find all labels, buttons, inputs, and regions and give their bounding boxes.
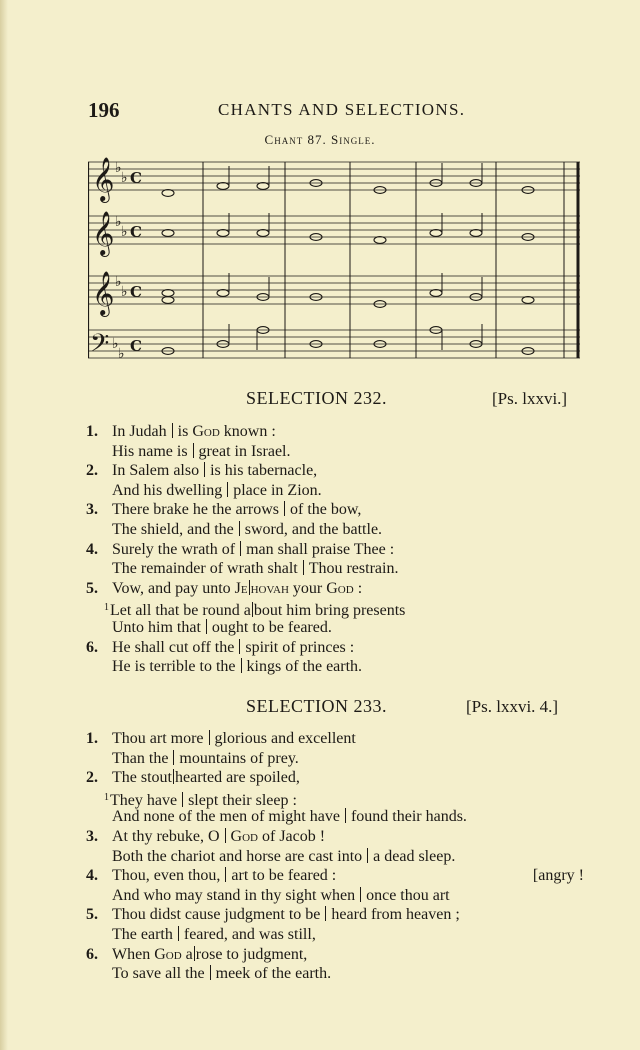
verse-line bbox=[86, 866, 584, 886]
svg-text:𝄞: 𝄞 bbox=[92, 271, 115, 315]
chant-title bbox=[0, 132, 640, 148]
verse-line bbox=[86, 540, 516, 560]
verse-text: He shall cut off the spirit of princes : bbox=[112, 638, 355, 656]
svg-text:C: C bbox=[130, 283, 142, 301]
verse-text: And who may stand in thy sight when once thou art bbox=[112, 886, 450, 904]
verse-text: Unto him that ought to be feared. bbox=[112, 618, 332, 636]
svg-text:𝄢: 𝄢 bbox=[90, 329, 110, 364]
verse-text: He is terrible to the kings of the earth. bbox=[112, 658, 363, 676]
svg-text:♭: ♭ bbox=[121, 284, 128, 300]
verse-line bbox=[86, 579, 516, 599]
verse-line bbox=[86, 886, 584, 906]
verse-line bbox=[86, 559, 516, 579]
verse-line bbox=[86, 461, 516, 481]
verse-number: 5. bbox=[86, 906, 98, 924]
treble-staff-1 bbox=[88, 162, 580, 190]
verse-number: 3. bbox=[86, 827, 98, 845]
verse-number: 1. bbox=[86, 423, 98, 440]
selection-232-reference: [Ps. lxxvi.] bbox=[492, 389, 568, 408]
page-number: 196 bbox=[88, 98, 120, 122]
verse-line bbox=[86, 481, 516, 501]
svg-text:𝄞: 𝄞 bbox=[92, 157, 115, 201]
verse-text: Thou didst cause judgment to be heard from heaven ; bbox=[112, 906, 460, 924]
svg-text:♭: ♭ bbox=[112, 336, 119, 352]
chant-label: Chant bbox=[264, 132, 304, 147]
verse-number: 3. bbox=[86, 501, 98, 519]
verse-line bbox=[86, 925, 584, 945]
verse-text: Than the mountains of prey. bbox=[112, 749, 299, 767]
verse-line bbox=[86, 768, 584, 788]
svg-text:♭: ♭ bbox=[115, 214, 122, 230]
verse-turnover: [angry ! bbox=[532, 867, 584, 885]
verse-line bbox=[86, 905, 584, 925]
verse-line bbox=[86, 964, 584, 984]
selection-233-title: SELECTION 233. bbox=[246, 696, 387, 716]
verse-line bbox=[86, 729, 584, 749]
verse-text: $^1$Let all that be round a bout him bring presents bbox=[104, 602, 406, 620]
verse-text: The shield, and the sword, and the battle. bbox=[112, 520, 383, 538]
running-head: CHANTS AND SELECTIONS. bbox=[218, 100, 466, 119]
verse-number: 1. bbox=[86, 730, 98, 747]
verse-line bbox=[86, 945, 584, 965]
verse-number: 4. bbox=[86, 867, 98, 885]
verse-line bbox=[86, 442, 516, 462]
verse-text: At thy rebuke, O God of Jacob ! bbox=[112, 827, 326, 845]
verse-text: Both the chariot and horse are cast into a dead sleep. bbox=[112, 847, 456, 865]
verse-number: 2. bbox=[86, 769, 98, 787]
selection-232-title: SELECTION 232. bbox=[246, 388, 387, 408]
verse-text: When God a rose to judgment, bbox=[112, 945, 308, 963]
verse-text: The stout hearted are spoiled, bbox=[112, 769, 300, 787]
verse-text: Thou, even thou, art to be feared : bbox=[112, 867, 337, 885]
selection-233-reference: [Ps. lxxvi. 4.] bbox=[466, 697, 559, 716]
verse-text: The remainder of wrath shalt Thou restrain. bbox=[112, 560, 399, 578]
verse-text: To save all the meek of the earth. bbox=[112, 965, 332, 983]
verse-line bbox=[86, 749, 584, 769]
svg-text:♭: ♭ bbox=[121, 224, 128, 240]
verse-text: Thou art more glorious and excellent bbox=[112, 730, 356, 747]
chant-number: 87. bbox=[307, 132, 327, 147]
verse-number: 6. bbox=[86, 945, 98, 963]
verse-line bbox=[86, 827, 584, 847]
verse-line bbox=[86, 657, 516, 677]
verse-line bbox=[86, 788, 584, 808]
verse-text: In Salem also is his tabernacle, bbox=[112, 462, 318, 480]
verse-text: The earth feared, and was still, bbox=[112, 925, 316, 943]
verse-text: There brake he the arrows of the bow, bbox=[112, 501, 362, 519]
svg-text:♭: ♭ bbox=[118, 346, 125, 362]
svg-text:C: C bbox=[130, 169, 142, 187]
verse-line bbox=[86, 520, 516, 540]
verse-line bbox=[86, 422, 516, 442]
svg-text:♭: ♭ bbox=[121, 170, 128, 186]
verse-number: 4. bbox=[86, 540, 98, 558]
svg-text:♭: ♭ bbox=[115, 160, 122, 176]
selection-233-verses bbox=[86, 729, 584, 984]
verse-text: And his dwelling place in Zion. bbox=[112, 481, 322, 499]
verse-line bbox=[86, 618, 516, 638]
svg-text:𝄞: 𝄞 bbox=[92, 211, 115, 255]
svg-text:C: C bbox=[130, 223, 142, 241]
chant-music-score bbox=[88, 152, 584, 370]
treble-staff-2 bbox=[88, 216, 580, 244]
verse-number: 2. bbox=[86, 462, 98, 480]
verse-text: And none of the men of might have found their hands. bbox=[112, 808, 467, 826]
verse-line bbox=[86, 598, 516, 618]
verse-line bbox=[86, 500, 516, 520]
chant-kind: Single. bbox=[330, 132, 376, 147]
verse-number: 5. bbox=[86, 579, 98, 597]
svg-text:♭: ♭ bbox=[115, 274, 122, 290]
bass-staff bbox=[88, 330, 580, 358]
verse-text: $^1$They have slept their sleep : bbox=[104, 791, 297, 809]
verse-text: In Judah is God known : bbox=[112, 423, 276, 440]
verse-line bbox=[86, 638, 516, 658]
verse-line bbox=[86, 807, 584, 827]
verse-text: His name is great in Israel. bbox=[112, 442, 291, 460]
page-spine-shadow bbox=[0, 0, 8, 1050]
verse-line bbox=[86, 847, 584, 867]
svg-text:C: C bbox=[130, 337, 142, 355]
verse-number: 6. bbox=[86, 638, 98, 656]
verse-text: Surely the wrath of man shall praise Thee : bbox=[112, 540, 395, 558]
verse-text: Vow, and pay unto Je hovah your God : bbox=[112, 579, 363, 597]
selection-232-verses bbox=[86, 422, 516, 677]
